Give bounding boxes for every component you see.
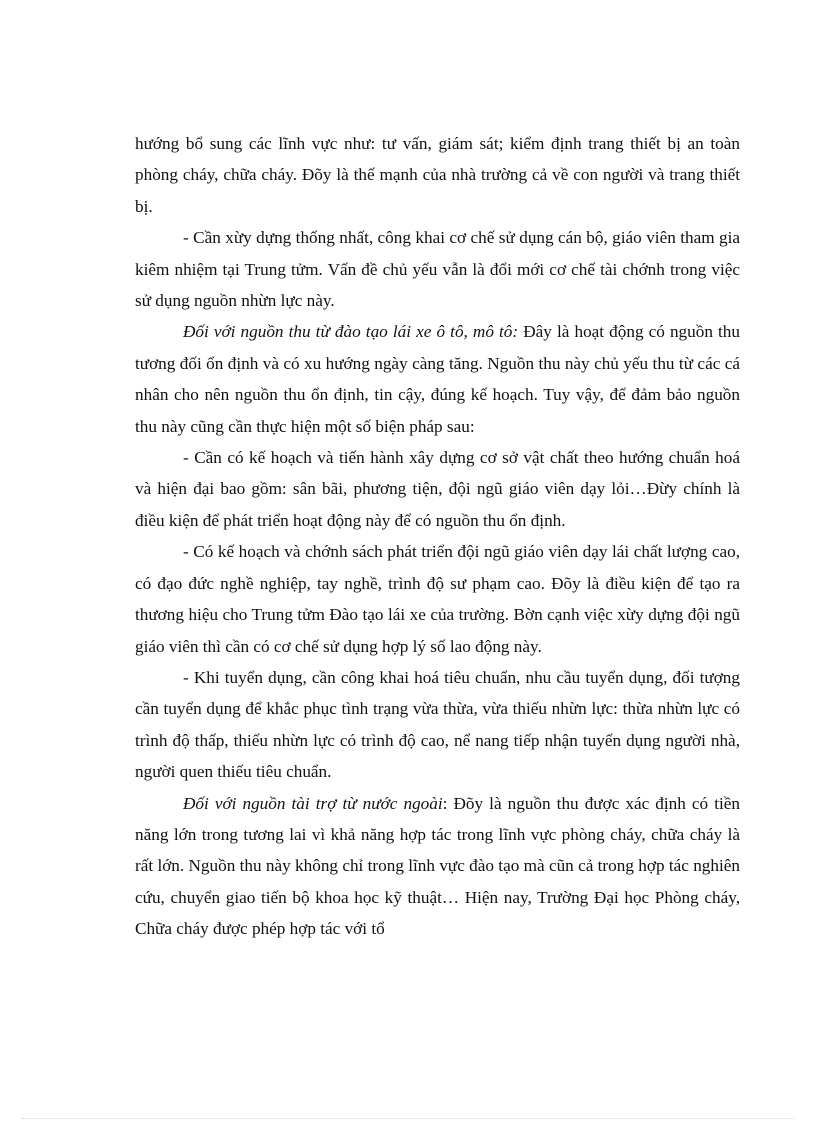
paragraph-text: : Đõy là nguồn thu được xác định có tiền năng lớn trong tương lai vì khả năng hợp tác trong lĩnh vực phòng cháy, chữa cháy là rất lớn. Nguồn thu này không chỉ trong lĩnh vực đào tạo mà cũn cả trong hợp tác nghiên cứu, chuyển giao tiến bộ khoa học kỹ thuật… Hiện nay, Trường Đại học Phòng cháy, Chữa cháy được phép hợp tác với tổ [135,793,740,939]
paragraph-recruitment [135,662,740,788]
paragraph-text: hướng bổ sung các lĩnh vực như: tư vấn, giám sát; kiểm định trang thiết bị an toàn phòng cháy, chữa cháy. Đõy là thế mạnh của nhà trường cả về con người và trang thiết bị. [135,134,740,216]
paragraph-facilities-plan [135,442,740,536]
paragraph-text: Đây là hoạt động có nguồn thu tương đối ổn định và có xu hướng ngày càng tăng. Nguồn thu này chủ yếu thu từ các cá nhân cho nên nguồn thu ổn định, tin cậy, đúng kế hoạch. Tuy vậy, để đảm bảo nguồn thu này cũng cần thực hiện một số biện pháp sau: [135,322,740,436]
paragraph-text: - Khi tuyển dụng, cần công khai hoá tiêu chuẩn, nhu cầu tuyển dụng, đối tượng cần tuyển dụng để khắc phục tình trạng vừa thừa, vừa thiếu nhừn lực: thừa nhừn lực có trình độ thấp, thiếu nhừn lực có trình độ cao, nể nang tiếp nhận tuyển dụng người nhà, người quen thiếu tiêu chuẩn. [135,667,740,782]
paragraph-continuation [135,128,740,222]
paragraph-teacher-policy [135,536,740,662]
paragraph-driving-revenue [135,316,740,442]
paragraph-italic-lead: Đối với nguồn thu từ đào tạo lái xe ô tô, mô tô: [183,322,519,342]
paragraph-italic-lead: Đối với nguồn tài trợ từ nước ngoài [183,793,443,813]
paragraph-foreign-funding [135,788,740,945]
paragraph-text: - Có kế hoạch và chớnh sách phát triển đội ngũ giáo viên dạy lái chất lượng cao, có đạo đức nghề nghiệp, tay nghề, trình độ sư phạm cao. Đõy là điều kiện để tạo ra thương hiệu cho Trung tửm Đào tạo lái xe của trường. Bờn cạnh việc xừy dựng đội ngũ giáo viên thì cần có cơ chế sử dụng hợp lý số lao động này. [135,542,740,656]
page-bottom-divider [22,1118,794,1119]
paragraph-staff-mechanism [135,222,740,316]
document-body [135,128,740,945]
paragraph-text: - Cần có kế hoạch và tiến hành xây dựng cơ sở vật chất theo hướng chuẩn hoá và hiện đại bao gồm: sân bãi, phương tiện, đội ngũ giáo viên dạy lỏi…Đừy chính là điều kiện để phát triển hoạt động này để có nguồn thu ổn định. [135,448,740,530]
paragraph-text: - Cần xừy dựng thống nhất, công khai cơ chế sử dụng cán bộ, giáo viên tham gia kiêm nhiệm tại Trung tửm. Vấn đề chủ yếu vẫn là đổi mới cơ chế tài chớnh trong việc sử dụng nguồn nhừn lực này. [135,228,740,311]
